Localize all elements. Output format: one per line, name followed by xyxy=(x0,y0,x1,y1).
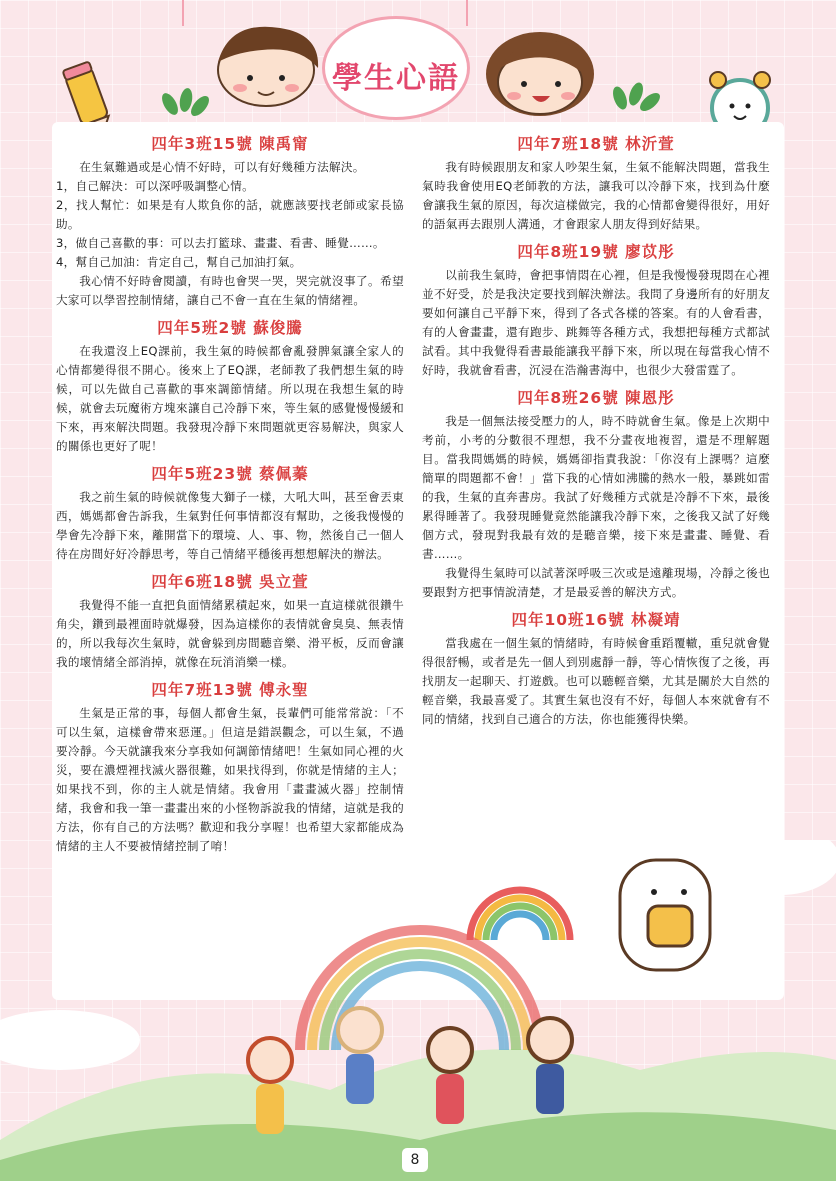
essay-heading: 四年8班19號 廖苡彤 xyxy=(517,243,675,261)
essay-list-item: 3，做自己喜歡的事：可以去打籃球、畫畫、看書、睡覺……。 xyxy=(56,236,385,250)
essay-section xyxy=(56,570,404,672)
essay-heading: 四年5班23號 蔡佩蓁 xyxy=(151,465,309,483)
essay-heading: 四年10班16號 林凝靖 xyxy=(511,611,681,629)
essay-heading: 四年8班26號 陳恩彤 xyxy=(517,389,675,407)
essay-section xyxy=(422,608,770,729)
essay-list-item: 2，找人幫忙：如果是有人欺負你的話，就應該要找老師或家長協助。 xyxy=(56,198,404,231)
essay-heading: 四年6班18號 吳立萱 xyxy=(151,573,309,591)
essay-heading: 四年7班18號 林沂萱 xyxy=(517,135,675,153)
essay-paragraph: 生氣是正常的事，每個人都會生氣，長輩們可能常常說：「不可以生氣，這樣會帶來惡運。」但這是錯誤觀念，可以生氣，不過要冷靜。今天就讓我來分享我如何調節情緒吧！生氣如同心裡的火災，要在濃煙裡找滅火器很難，如果找得到，你就是情緒的主人；如果找不到，你的主人就是情緒。我會用「畫畫滅火器」控制情緒，我會和我一筆一畫畫出來的小怪物訴說我的情緒，這就是我的方法，你有自己的方法嗎？歡迎和我分享喔！也希望大家都能成為情緒的主人不要被情緒控制了唷！ xyxy=(56,706,404,853)
left-column xyxy=(56,128,404,862)
essay-list-item: 4，幫自己加油：肯定自己，幫自己加油打氣。 xyxy=(56,255,302,269)
backpack-icon xyxy=(620,860,710,970)
pencil-icon xyxy=(63,61,115,130)
essay-paragraph: 以前我生氣時，會把事情悶在心裡，但是我慢慢發現悶在心裡並不好受，於是我決定要找到解決辦法。我問了身邊所有的好朋友要如何讓自己平靜下來，得到了各式各樣的答案。有的人會看書，有的人會畫畫，還有跑步、跳舞等各種方式，我想把每種方式都試試看。其中我覺得看書最能讓我平靜下來，所以現在每當我心情不好時，我就會看書，沉浸在浩瀚書海中，也很少大發雷霆了。 xyxy=(422,268,770,377)
essay-paragraph: 在生氣難過或是心情不好時，可以有好幾種方法解決。 xyxy=(79,160,365,174)
essay-paragraph: 我是一個無法接受壓力的人，時不時就會生氣。像是上次期中考前，小考的分數很不理想，我不分晝夜地複習，還是不理解題目。當我問媽媽的時候，媽媽卻指責我說：「你沒有上課嗎？這麼簡單的問題都不會！」當下我的心情如沸騰的熱水一般，暴跳如雷的我，生氣的直奔書房。我試了好幾種方式就是冷靜不下來，最後累得睡著了。我發現睡覺竟然能讓我冷靜下來，之後我又試了好幾個方式，發現對我最有效的是聽音樂，接下來是畫畫、睡覺、看書……。 xyxy=(422,414,770,561)
essay-section xyxy=(56,678,404,856)
large-rainbow-icon xyxy=(300,930,540,1050)
essay-section xyxy=(56,316,404,456)
essay-section xyxy=(56,132,404,310)
title-badge xyxy=(322,16,470,120)
essay-paragraph: 我之前生氣的時候就像隻大獅子一樣，大吼大叫，甚至會丟東西，媽媽都會告訴我，生氣對任何事情都沒有幫助，之後我慢慢的學會先冷靜下來，離開當下的環境、人、事、物，然後自己一個人待在房間好好冷靜思考，等自己情緒平穩後再想想解決的辦法。 xyxy=(56,490,404,561)
essay-section xyxy=(422,132,770,234)
essay-paragraph: 我覺得不能一直把負面情緒累積起來，如果一直這樣就很鑽牛角尖，鑽到最裡面時就爆發，因為這樣你的表情就會臭臭、無表情的，所以我每次生氣時，就會躲到房間聽音樂、滑平板，反而會讓我的壞情緒全部消掉，就像在玩消消樂一樣。 xyxy=(56,598,404,669)
rainbow-icon xyxy=(470,890,570,940)
page-title: 學生心語 xyxy=(332,61,460,96)
footer-illustration xyxy=(0,840,836,1181)
essay-section xyxy=(422,240,770,380)
essay-paragraph: 在我還沒上EQ課前，我生氣的時候都會亂發脾氣讓全家人的心情都變得很不開心。後來上了EQ課，老師教了我們想生氣的時候，可以先做自己喜歡的事來調節情緒。所以現在我想生氣的時候，就會去玩魔術方塊來讓自己冷靜下來，等生氣的感覺慢慢緩和下來，再來解決問題。我發現冷靜下來問題就更容易解決，與家人的關係也更好了呢！ xyxy=(56,344,404,453)
page-number: 8 xyxy=(402,1148,428,1172)
essay-paragraph: 我覺得生氣時可以試著深呼吸三次或是遠離現場，冷靜之後也要跟對方把事情說清楚，才是最妥善的解決方式。 xyxy=(422,566,770,599)
right-column xyxy=(422,128,770,735)
essay-paragraph: 當我處在一個生氣的情緒時，有時候會重蹈覆轍，重兒就會覺得很舒暢，或者是先一個人到別處靜一靜，等心情恢復了之後，再找朋友一起聊天、打遊戲。也可以聽輕音樂，尤其是關於大自然的輕音樂，我最喜愛了。其實生氣也沒有不好，每個人本來就會有不同的情緒，找到自己適合的方法，你也能獲得快樂。 xyxy=(422,636,770,726)
essay-section xyxy=(56,462,404,564)
essay-heading: 四年3班15號 陳禹甯 xyxy=(151,135,309,153)
boy-character-icon xyxy=(218,27,318,106)
essay-paragraph: 我心情不好時會閱讀，有時也會哭一哭，哭完就沒事了。希望大家可以學習控制情緒，讓自己不會一直在生氣的情緒裡。 xyxy=(56,274,404,307)
essay-paragraph: 我有時候跟朋友和家人吵架生氣，生氣不能解決問題，當我生氣時我會使用EQ老師教的方法，讓我可以冷靜下來，找到為什麼會讓我生氣的原因，每次這樣做完，我的心情都會變得很好，用好的語氣再去跟別人溝通，才會跟家人朋友得到好結果。 xyxy=(422,160,770,231)
essay-list-item: 1，自己解決：可以深呼吸調整心情。 xyxy=(56,179,254,193)
essay-heading: 四年5班2號 蘇俊騰 xyxy=(157,319,303,337)
girl-character-icon xyxy=(486,32,594,116)
essay-heading: 四年7班13號 傅永聖 xyxy=(151,681,309,699)
essay-section xyxy=(422,386,770,602)
